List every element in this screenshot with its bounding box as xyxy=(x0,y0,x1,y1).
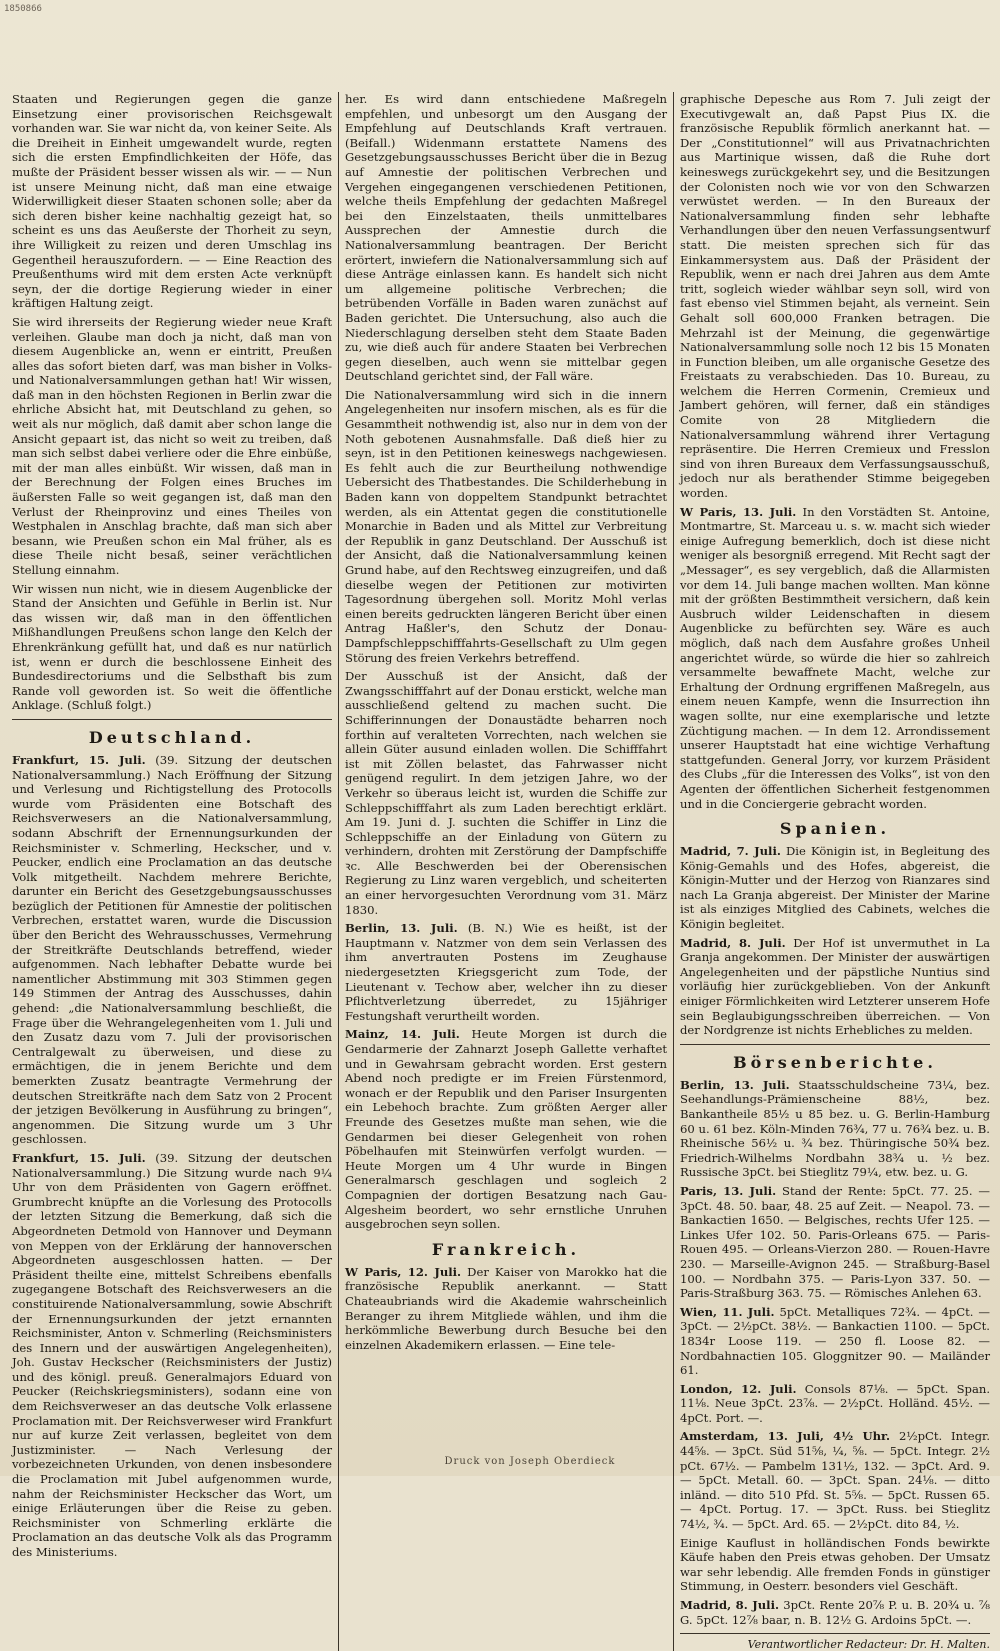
market-report xyxy=(680,1536,990,1594)
paragraph: graphische Depesche aus Rom 7. Juli zeigt der Executivgewalt an, daß Papst Pius IX. die französische Republik förmlich anerkannt hat. — Der „Constitutionnel“ will aus Privatnachrichten aus Martinique wissen, daß die Ruhe dort keineswegs zurückgekehrt sey, und die Besitzungen der Colonisten noch wie vor von den Schwarzen verwüstet werden. — In den Bureaux der Nationalversammlung finden sehr lebhafte Verhandlungen über den neuen Verfassungsentwurf statt. Die meisten sprechen sich für das Einkammersystem aus. Daß der Präsident der Republik, wenn er nach drei Jahren aus dem Amte tritt, sogleich wieder wählbar seyn soll, wird von fast ebenso viel Stimmen bejaht, als verneint. Sein Gehalt soll 600,000 Franken betragen. Die Mehrzahl ist der Meinung, die gegenwärtige Nationalversammlung solle noch 12 bis 15 Monaten in Function bleiben, um alle organische Gesetze des Freistaats zu verabschieden. Das 10. Bureau, zu welchem die Herren Cormenin, Cremieux und Jambert gehören, will ferner, daß ein ständiges Comite von 28 Mitgliedern die Nationalversammlung während ihrer Vertagung repräsentire. Die Herren Cremieux und Fresslon sind von ihren Bureaux dem Verfassungsausschuß, jedoch nur als berathender Stimme beigegeben worden. xyxy=(680,92,990,501)
news-text: Der Kaiser von Marokko hat die französische Republik anerkannt. — Statt Chateaubriands wird die Akademie wahrscheinlich Beranger zu ihrem Mitgliede wählen, und ihm die herkömmliche Bewerbung durch Besuche bei den einzelnen Akademikern erlassen. — Eine tele- xyxy=(345,1264,668,1352)
dateline: London, 12. Juli. xyxy=(680,1381,797,1396)
paragraph: Der Ausschuß ist der Ansicht, daß der Zwangsschifffahrt auf der Donau erstickt, welche man ausschließend geltend zu machen sucht. Die Schifferinnungen der Donaustädte beharren noch forthin auf veralteten Vorrechten, nach welchen sie allein Güter ausund einladen wollen. Die Schifffahrt ist mit Zöllen belastet, das Fahrwasser nicht genügend regulirt. In dem jetzigen Jahre, wo der Verkehr so überaus leicht ist, wurden die Schiffe zur Schleppschifffahrt als zum Laden berechtigt erklärt. Am 19. Juni d. J. suchten die Schiffer in Linz die Schleppschiffe an der Einladung von Gütern zu verhindern, drohten mit Zerstörung der Dampfschiffe ꝛc. Alle Beschwerden bei der Oberensischen Regierung zu Linz waren vergeblich, und scheiterten an einer hervorgesuchten Verordnung vom 31. März 1830. xyxy=(345,669,667,917)
market-text: Staatsschuldscheine 73¼, bez. Seehandlungs-Prämienscheine 88½, bez. Bankantheile 85½ u 85 bez. u. G. Berlin-Hamburg 60 u. 61 bez. Köln-Minden 76¾, 77 u. 76¾ bez. u. B. Rheinische 56½ u. ¾ bez. Thüringische 50¾ bez. Friedrich-Wilhelms Nordbahn 38¾ u. ½ bez. Russische 3pCt. bei Stieglitz 79¼, etw. bez. u. G. xyxy=(680,1077,990,1180)
market-text: Einige Kauflust in holländischen Fonds bewirkte Käufe haben den Preis etwas gehoben. Der Umsatz war sehr lebendig. Alle fremden Fonds in günstiger Stimmung, in Oesterr. besonders viel Geschäft. xyxy=(680,1535,990,1594)
dateline: Berlin, 13. Juli. xyxy=(345,921,458,936)
paragraph: Die Nationalversammlung wird sich in die innern Angelegenheiten nur insofern mischen, als es für die Gesammtheit nothwendig ist, also nur in dem von der Noth gebotenen Ausnahmsfalle. Daß dieß hier zu seyn, ist in den Petitionen keineswegs nachgewiesen. Es fehlt auch die zur Beurtheilung nothwendige Uebersicht des Thatbestandes. Die Schilderhebung in Baden kann von doppeltem Standpunkt betrachtet werden, als ein Attentat gegen die constitutionelle Monarchie in Baden und als Mittel zur Verbreitung der Republik in ganz Deutschland. Der Ausschuß ist der Ansicht, daß die Nationalversammlung keinen Grund habe, auf den Rechtsweg einzugreifen, und daß dieselbe wegen der Petitionen zur motivirten Tagesordnung übergehen soll. Moritz Mohl verlas einen bereits gedruckten längeren Bericht über einen Antrag Haßler's, den Schutz der Donau-Dampfschleppschifffahrts-Gesellschaft zu Ulm gegen Störung des freien Verkehrs betreffend. xyxy=(345,387,667,665)
news-item xyxy=(345,1027,667,1231)
market-text: 3pCt. Rente 20⅞ P. u. B. 20¾ u. ⅞ G. 5pCt. 12⅞ baar, n. B. 12½ G. Ardoins 5pCt. —. xyxy=(680,1598,990,1627)
paragraph: Staaten und Regierungen gegen die ganze Einsetzung einer provisorischen Reichsgewalt vorhanden war. Sie war nicht da, von keiner Seite. Als die Dreiheit in Einheit umgewandelt wurde, regten sich die ersten Empfindlichkeiten der Höfe, das mußte der Präsident besser wissen als wir. — — Nun ist unsere Meinung nicht, daß man eine etwaige Widerwilligkeit dieser Staaten schonen solle; aber da sich deren bisher keine nachhaltig gezeigt hat, so scheint es uns das Aeußerste der Thorheit zu seyn, ihre Willigkeit zu reizen und deren Umschlag ins Gegentheil herauszufordern. — — Eine Reaction des Preußenthums wird mit dem ersten Acte verknüpft seyn, der die dortige Regierung wieder in einer kräftigen Haltung zeigt. xyxy=(12,92,332,311)
divider xyxy=(12,719,332,720)
dateline: Wien, 11. Juli. xyxy=(680,1304,775,1319)
dateline: Madrid, 8. Juli. xyxy=(680,935,786,950)
market-text: 5pCt. Metalliques 72¾. — 4pCt. — 3pCt. — 2½pCt. 38½. — Bankactien 1100. — 5pCt. 1834r Loose 119. — 250 fl. Loose 82. — Nordbahnactien 105. Gloggnitzer 90. — Mailänder 61. xyxy=(680,1304,990,1378)
dateline: Mainz, 14. Juli. xyxy=(345,1027,460,1042)
market-text: Consols 87⅛. — 5pCt. Span. 11⅛. Neue 3pCt. 23⅞. — 2½pCt. Holländ. 45½. — 4pCt. Port. —. xyxy=(680,1381,991,1425)
news-text: Die Königin ist, in Begleitung des König-Gemahls und des Hofes, abgereist, die Königin-Mutter und der Herzog von Rianzares sind nach La Granja abgereist. Der Minister der Marine ist als einziges Mitglied des Cabinets, welches die Königin begleitet. xyxy=(680,844,990,932)
market-report xyxy=(680,1184,990,1301)
section-heading-spain: Spanien. xyxy=(779,819,891,839)
dateline: Frankfurt, 15. Juli. xyxy=(12,1150,146,1165)
section-heading-stock-reports: Börsenberichte. xyxy=(733,1052,937,1072)
editor-line: Verantwortlicher Redacteur: Dr. H. Malten. xyxy=(680,1633,990,1651)
news-item xyxy=(12,1151,332,1560)
dateline: W Paris, 13. Juli. xyxy=(680,504,797,519)
column-3 xyxy=(674,92,996,1651)
news-text: In den Vorstädten St. Antoine, Montmartre, St. Marceau u. s. w. macht sich wieder einige Aufregung bemerklich, doch ist diese nicht weniger als besorgniß erregend. Mit Recht sagt der „Messager“, es sey vergeblich, daß die Allarmisten vor dem 14. Juli bange machen wollten. Man könne mit der größten Bestimmtheit versichern, daß kein Ausbruch wilder Leidenschaften in diesem Augenblicke zu befürchten sey. Wäre es auch möglich, daß nach dem Ausfahre großes Unheil angerichtet würde, so würde die hier so zahlreich versammelte bewaffnete Macht, welche zur Erhaltung der Ordnung ergriffenen Maßregeln, aus einem neuen Kampfe, wenn die Insurrection ihn wagen sollte, nur eine exemplarische und letzte Züchtigung machen. — In dem 12. Arrondissement unserer Hauptstadt hat eine wichtige Verhaftung stattgefunden. General Jorry, vor kurzem Präsident des Clubs „für die Interessen des Volks“, ist von den Agenten der öffentlichen Sicherheit festgenommen und in die Conciergerie gebracht worden. xyxy=(680,504,990,811)
market-text: 2½pCt. Integr. 44⅝. — 3pCt. Süd 51⅝, ¼, ⅝. — 5pCt. Integr. 2½ pCt. 67½. — Pambelm 131½, 132. — 3pCt. Ard. 9. — 5pCt. Metall. 60. — 3pCt. Span. 24⅛. — ditto inländ. — dito 510 Pfd. St. 5⅝. — 5pCt. Russen 65. — 4pCt. Portug. 17. — 3pCt. Russ. bei Stieglitz 74½, ¾. — 5pCt. Ard. 65. — 2½pCt. dito 84, ½. xyxy=(680,1429,990,1532)
dateline: Berlin, 13. Juli. xyxy=(680,1077,790,1092)
archive-id: 1850866 xyxy=(4,4,42,14)
dateline: Madrid, 7. Juli. xyxy=(680,844,781,859)
news-item xyxy=(345,1265,667,1353)
column-2 xyxy=(339,92,674,1651)
news-item xyxy=(680,844,990,932)
section-heading-germany: Deutschland. xyxy=(88,727,256,747)
news-text: Der Hof ist unvermuthet in La Granja angekommen. Der Minister der auswärtigen Angelegenheiten und der päpstliche Nuntius sind vorläufig hier zurückgeblieben. Von der Ankunft einiger Förmlichkeiten wird Letzterer unserem Hofe sein Beglaubigungsschreiben überreichen. — Von der Nordgrenze ist nichts Erhebliches zu melden. xyxy=(680,935,991,1038)
divider xyxy=(680,1044,990,1045)
dateline: W Paris, 12. Juli. xyxy=(345,1264,462,1279)
paragraph: Wir wissen nun nicht, wie in diesem Augenblicke der Stand der Ansichten und Gefühle in Berlin ist. Nur das wissen wir, daß man in den öffentlichen Mißhandlungen Preußens schon lange den Kelch der Ehrenkränkung gefüllt hat, und daß es nur natürlich ist, wenn er durch die beschlossene Einheit des Bundesdirectoriums und die Selbsthaft bis zum Rande voll geworden ist. So weit die öffentliche Anklage. (Schluß folgt.) xyxy=(12,581,332,713)
dateline: Frankfurt, 15. Juli. xyxy=(12,752,146,767)
news-item xyxy=(680,936,990,1038)
market-text: Stand der Rente: 5pCt. 77. 25. — 3pCt. 48. 50. baar, 48. 25 auf Zeit. — Neapol. 73. — Bankactien 1650. — Belgisches, rechts Ufer 125. — Linkes Ufer 102. 50. Paris-Orleans 675. — Paris-Rouen 495. — Orleans-Vierzon 280. — Rouen-Havre 230. — Marseille-Avignon 245. — Straßburg-Basel 100. — Nordbahn 375. — Paris-Lyon 337. 50. — Paris-Straßburg 363. 75. — Römisches Anlehen 63. xyxy=(680,1183,991,1301)
paragraph: Sie wird ihrerseits der Regierung wieder neue Kraft verleihen. Glaube man doch ja nicht, daß man von diesem Augenblicke an, wenn er eintritt, Preußen alles das sofort bieten darf, was man bisher in Volks- und Nationalversammlungen gethan hat! Wir wissen, daß man in den höchsten Regionen in Berlin zwar die ehrliche Absicht hat, mit Deutschland zu gehen, so weit als nur möglich, daß damit aber schon lange die Ansicht gepaart ist, das nicht so weit zu treiben, daß man sich selbst dabei verliere oder die Ehre einbüße, mit der man alles einbüßt. Wir wissen, daß man in der Berechnung der Folgen eines Bruches im äußersten Falle so weit gegangen ist, daß man den Verlust der Rheinprovinz und eines Theiles von Westphalen in Anschlag brachte, daß man sich aber besann, wie Preußen schon ein Mal früher, als es diese Theile nicht besaß, seiner verächtlichen Stellung einnahm. xyxy=(12,314,332,577)
news-item xyxy=(680,505,990,811)
market-report xyxy=(680,1078,990,1180)
printer-footer: Druck von Joseph Oberdieck xyxy=(444,1456,616,1467)
paragraph: her. Es wird dann entschiedene Maßregeln empfehlen, und unbesorgt um den Ausgang der Empfehlung auf Deutschlands Kraft vertrauen. (Beifall.) Widenmann erstattete Namens des Gesetzgebungsausschusses Bericht über die in Bezug auf Amnestie der politischen Verbrechen und Vergehen eingegangenen verschiedenen Petitionen, welche theils Empfehlung der gedachten Maßregel bei den Einzelstaaten, theils unmittelbares Aussprechen der Amnestie durch die Nationalversammlung beantragen. Der Bericht erörtert, inwiefern die Nationalversammlung sich auf diese Anträge einlassen kann. Es handelt sich nicht um allgemeine politische Verbrechen; die betrübenden Vorfälle in Baden waren zunächst auf Baden gerichtet. Die Untersuchung, also auch die Niederschlagung derselben steht dem Staate Baden zu, wie dieß auch für andere Staaten bei Verbrechen gegen dieselben, auch wenn sie mittelbar gegen Deutschland gerichtet sind, der Fall wäre. xyxy=(345,92,667,384)
market-report xyxy=(680,1429,990,1531)
news-text: (39. Sitzung der deutschen Nationalversammlung.) Nach Eröffnung der Sitzung und Verlesung und Richtigstellung des Protocolls wurde vom Präsidenten eine Botschaft des Reichsverwesers an die Nationalversammlung, sodann Abschrift der Ernennungsurkunden der Reichsminister v. Schmerling, Heckscher, und v. Peucker, endlich eine Proclamation an das deutsche Volk mitgetheilt. Nachdem mehrere Berichte, darunter ein Bericht des Gesetzgebungsausschusses bezüglich der Petitionen für Amnestie der politischen Verbrechen, erstattet waren, wurde die Discussion über den Bericht des Wehrausschusses, Vermehrung der Streitkräfte Deutschlands betreffend, wieder aufgenommen. Nach lebhafter Debatte wurde bei namentlicher Abstimmung mit 303 Stimmen gegen 149 Stimmen der Antrag des Ausschusses, dahin gehend: „die Nationalversammlung beschließt, die Frage über die Wehrangelegenheiten vom 1. Juli und den Zusatz dazu vom 7. Juli der provisorischen Centralgewalt zu überweisen, und diese zu ermächtigen, die in jenem Berichte und dem bemerkten Zusatz beantragte Vermehrung der deutschen Streitkräfte nach dem Satz von 2 Procent der jetzigen Bevölkerung in Ausführung zu bringen“, angenommen. Die Sitzung wurde um 3 Uhr geschlossen. xyxy=(12,752,333,1147)
news-text: (39. Sitzung der deutschen Nationalversammlung.) Die Sitzung wurde nach 9¼ Uhr von dem Präsidenten von Gagern eröffnet. Grumbrecht knüpfte an die Vorlesung des Protocolls der letzten Sitzung die Bemerkung, daß sich die Abgeordneten Detmold von Hannover und Deymann von Meppen von der Erklärung der hannoverschen Abgeordneten ausgeschlossen hatten. — Der Präsident theilte eine, mittelst Schreibens ebenfalls zugegangene Botschaft des Reichsverwesers an die constituirende Nationalversammlung, sowie Abschrift der Ernennungsurkunden der jetzt ernannten Reichsminister, Anton v. Schmerling (Reichsministers des Innern und der auswärtigen Angelegenheiten), Joh. Gustav Heckscher (Reichsministers der Justiz) und des königl. preuß. Generalmajors Eduard von Peucker (Reichskriegsministers), sodann eine von dem Reichsverweser an das deutsche Volk erlassene Proclamation mit. Der Reichsverweser wird Frankfurt nur auf kurze Zeit verlassen, begleitet von dem Justizminister. — Nach Verlesung der vorbezeichneten Urkunden, von denen insbesondere die Proclamation mit Jubel aufgenommen wurde, nahm der Reichsminister Heckscher das Wort, um einige Erläuterungen über die Reise zu geben. Reichsminister von Schmerling erklärte die Proclamation an das deutsche Volk als das Programm des Ministeriums. xyxy=(12,1150,333,1559)
news-text: (B. N.) Wie es heißt, ist der Hauptmann v. Natzmer von dem sein Verlassen des ihm anvertrauten Postens im Zeughause niedergesetzten Kriegsgericht zum Tode, der Lieutenant v. Techow aber, welcher ihn zu dieser Pflichtverletzung überredet, zu 15jähriger Festungshaft verurtheilt worden. xyxy=(345,921,668,1023)
market-report xyxy=(680,1598,990,1627)
dateline: Paris, 13. Juli. xyxy=(680,1183,777,1198)
news-item xyxy=(12,753,332,1147)
section-heading-france: Frankreich. xyxy=(431,1239,581,1259)
news-item xyxy=(345,921,667,1023)
market-report xyxy=(680,1305,990,1378)
dateline: Amsterdam, 13. Juli, 4½ Uhr. xyxy=(680,1429,891,1444)
dateline: Madrid, 8. Juli. xyxy=(680,1598,780,1612)
news-text: Heute Morgen ist durch die Gendarmerie der Zahnarzt Joseph Gallette verhaftet und in Gewahrsam gebracht worden. Erst gestern Abend noch predigte er im Freien Fürstenmord, wonach er der Republik und den Pariser Insurgenten ein Lebehoch brachte. Zum größten Aerger aller Freunde des Gesetzes mußte man sehen, wie die Gendarmen bei dieser Gelegenheit von rohen Pöbelhaufen mit Steinwürfen verfolgt wurden. — Heute Morgen um 4 Uhr wurde in Bingen Generalmarsch geschlagen und sogleich 2 Compagnien der dortigen Besatzung nach Gau-Algesheim beordert, wo sehr ernstliche Unruhen ausgebrochen seyn sollen. xyxy=(345,1027,667,1232)
market-report xyxy=(680,1382,990,1426)
column-1 xyxy=(6,92,339,1651)
